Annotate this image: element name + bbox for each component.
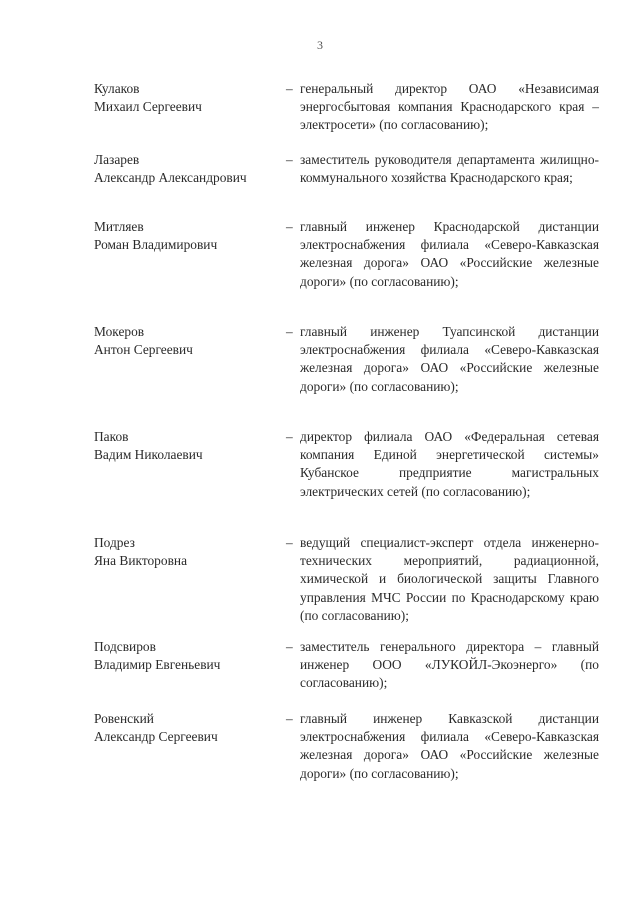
member-position: заместитель генерального директора – главный инженер ООО «ЛУКОЙЛ-Экоэнерго» (по согласованию); <box>300 639 599 691</box>
member-entry-mitlyaev <box>0 218 640 328</box>
member-name <box>94 710 284 746</box>
member-position: ведущий специалист-эксперт отдела инженерно-технических мероприятий, радиационной, химической и биологической защиты Главного управления МЧС России по Краснодарскому краю (по согласованию); <box>300 535 599 623</box>
member-surname: Мокеров <box>94 324 145 339</box>
member-given-names: Михаил Сергеевич <box>94 99 202 114</box>
member-position: заместитель руководителя департамента жилищно-коммунального хозяйства Краснодарского края; <box>300 152 599 186</box>
member-surname: Кулаков <box>94 81 140 96</box>
member-name <box>94 151 284 187</box>
member-name <box>94 218 284 254</box>
member-given-names: Яна Викторовна <box>94 553 188 568</box>
member-entry-podrez <box>0 534 640 644</box>
member-position: главный инженер Краснодарской дистанции электроснабжения филиала «Северо-Кавказская железная дорога» ОАО «Российские железные дороги» (по согласованию); <box>300 219 599 289</box>
entry-dash: – <box>286 152 293 167</box>
member-surname: Паков <box>94 429 129 444</box>
member-entry-pakov <box>0 428 640 538</box>
member-surname: Подрез <box>94 535 135 550</box>
member-entry-rovensky <box>0 710 640 820</box>
member-surname: Лазарев <box>94 152 140 167</box>
member-name <box>94 323 284 359</box>
entry-dash: – <box>286 219 293 234</box>
entry-dash: – <box>286 429 293 444</box>
entry-dash: – <box>286 81 293 96</box>
member-given-names: Александр Сергеевич <box>94 729 218 744</box>
entry-dash: – <box>286 711 293 726</box>
member-position: главный инженер Кавказской дистанции электроснабжения филиала «Северо-Кавказская железная дорога» ОАО «Российские железные дороги» (по согласованию); <box>300 711 599 781</box>
member-position: генеральный директор ОАО «Независимая энергосбытовая компания Краснодарского края – электросети» (по согласованию); <box>300 81 599 133</box>
entry-dash: – <box>286 535 293 550</box>
member-entry-mokerov <box>0 323 640 433</box>
member-given-names: Роман Владимирович <box>94 237 218 252</box>
member-name <box>94 80 284 116</box>
member-name <box>94 534 284 570</box>
member-position: директор филиала ОАО «Федеральная сетевая компания Единой энергетической системы» Кубанское предприятие магистральных электрических сетей (по согласованию); <box>300 429 599 499</box>
member-name <box>94 638 284 674</box>
entry-dash: – <box>286 639 293 654</box>
member-surname: Подсвиров <box>94 639 156 654</box>
member-surname: Митляев <box>94 219 144 234</box>
member-surname: Ровенский <box>94 711 154 726</box>
member-given-names: Александр Александрович <box>94 170 247 185</box>
member-given-names: Антон Сергеевич <box>94 342 193 357</box>
member-given-names: Владимир Евгеньевич <box>94 657 221 672</box>
entry-dash: – <box>286 324 293 339</box>
member-name <box>94 428 284 464</box>
member-position: главный инженер Туапсинской дистанции электроснабжения филиала «Северо-Кавказская железная дорога» ОАО «Российские железные дороги» (по согласованию); <box>300 324 599 394</box>
page-number: 3 <box>317 38 323 52</box>
member-given-names: Вадим Николаевич <box>94 447 203 462</box>
